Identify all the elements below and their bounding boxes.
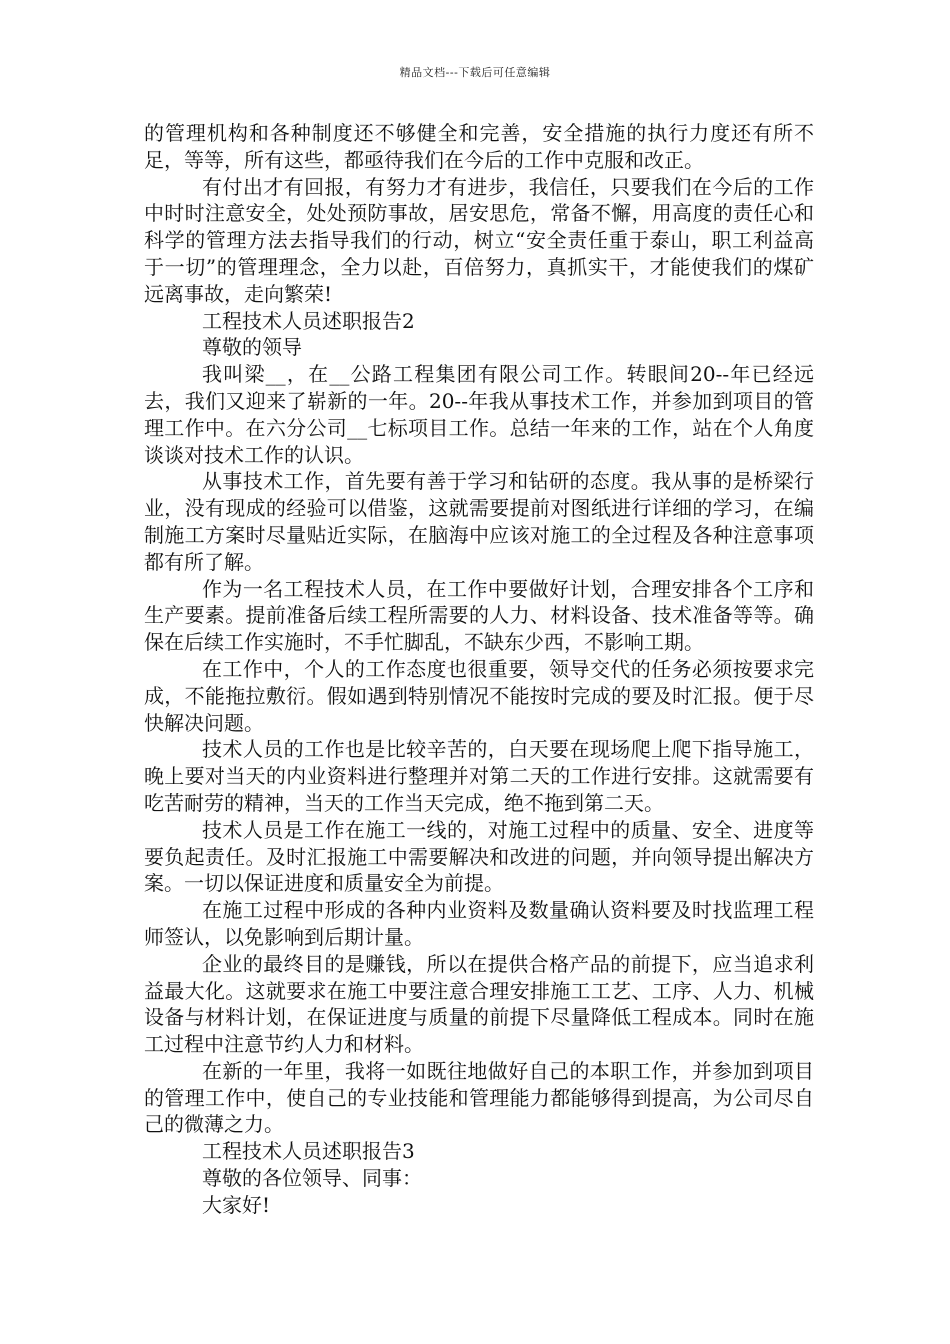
paragraph: 我叫梁__，在__公路工程集团有限公司工作。转眼间20--年已经远去，我们又迎来了崭新的一年。20--年我从事技术工作，并参加到项目的管理工作中。在六分公司__七标项目工作。总结一年来的工作，站在个人角度谈谈对技术工作的认识。 (144, 362, 814, 467)
paragraph: 从事技术工作，首先要有善于学习和钻研的态度。我从事的是桥梁行业，没有现成的经验可以借鉴，这就需要提前对图纸进行详细的学习，在编制施工方案时尽量贴近实际，在脑海中应该对施工的全过程及各种注意事项都有所了解。 (144, 469, 814, 574)
salutation: 尊敬的领导 (202, 335, 302, 360)
section-heading-report-2: 工程技术人员述职报告2 (202, 308, 415, 333)
salutation: 尊敬的各位领导、同事： (202, 1166, 422, 1191)
paragraph: 在施工过程中形成的各种内业资料及数量确认资料要及时找监理工程师签认，以免影响到后期计量。 (144, 898, 814, 949)
paragraph: 有付出才有回报，有努力才有进步，我信任，只要我们在今后的工作中时时注意安全，处处预防事故，居安思危，常备不懈，用高度的责任心和科学的管理方法去指导我们的行动，树立“安全责任重于泰山，职工利益高于一切”的管理理念，全力以赴，百倍努力，真抓实干，才能使我们的煤矿远离事故，走向繁荣! (144, 174, 814, 306)
paragraph: 企业的最终目的是赚钱，所以在提供合格产品的前提下，应当追求利益最大化。这就要求在施工中要注意合理安排施工工艺、工序、人力、机械设备与材料计划，在保证进度与质量的前提下尽量降低工程成本。同时在施工过程中注意节约人力和材料。 (144, 951, 814, 1057)
paragraph: 在工作中，个人的工作态度也很重要，领导交代的任务必须按要求完成，不能拖拉敷衍。假如遇到特别情况不能按时完成的要及时汇报。便于尽快解决问题。 (144, 656, 814, 735)
paragraph-continuation: 的管理机构和各种制度还不够健全和完善，安全措施的执行力度还有所不足，等等，所有这些，都亟待我们在今后的工作中克服和改正。 (144, 121, 814, 172)
greeting: 大家好! (202, 1192, 271, 1217)
paragraph: 在新的一年里，我将一如既往地做好自己的本职工作，并参加到项目的管理工作中，使自己的专业技能和管理能力都能够得到提高，为公司尽自己的微薄之力。 (144, 1058, 814, 1137)
paragraph: 技术人员是工作在施工一线的，对施工过程中的质量、安全、进度等要负起责任。及时汇报施工中需要解决和改进的问题，并向领导提出解决方案。一切以保证进度和质量安全为前提。 (144, 817, 814, 896)
section-heading-report-3: 工程技术人员述职报告3 (202, 1139, 415, 1164)
paragraph: 作为一名工程技术人员，在工作中要做好计划，合理安排各个工序和生产要素。提前准备后续工程所需要的人力、材料设备、技术准备等等。确保在后续工作实施时，不手忙脚乱，不缺东少西，不影响工期。 (144, 576, 814, 655)
paragraph: 技术人员的工作也是比较辛苦的，白天要在现场爬上爬下指导施工，晚上要对当天的内业资料进行整理并对第二天的工作进行安排。这就需要有吃苦耐劳的精神，当天的工作当天完成，绝不拖到第二天。 (144, 737, 814, 815)
header-note: 精品文档---下载后可任意编辑 (399, 66, 551, 79)
document-body (144, 120, 814, 1219)
